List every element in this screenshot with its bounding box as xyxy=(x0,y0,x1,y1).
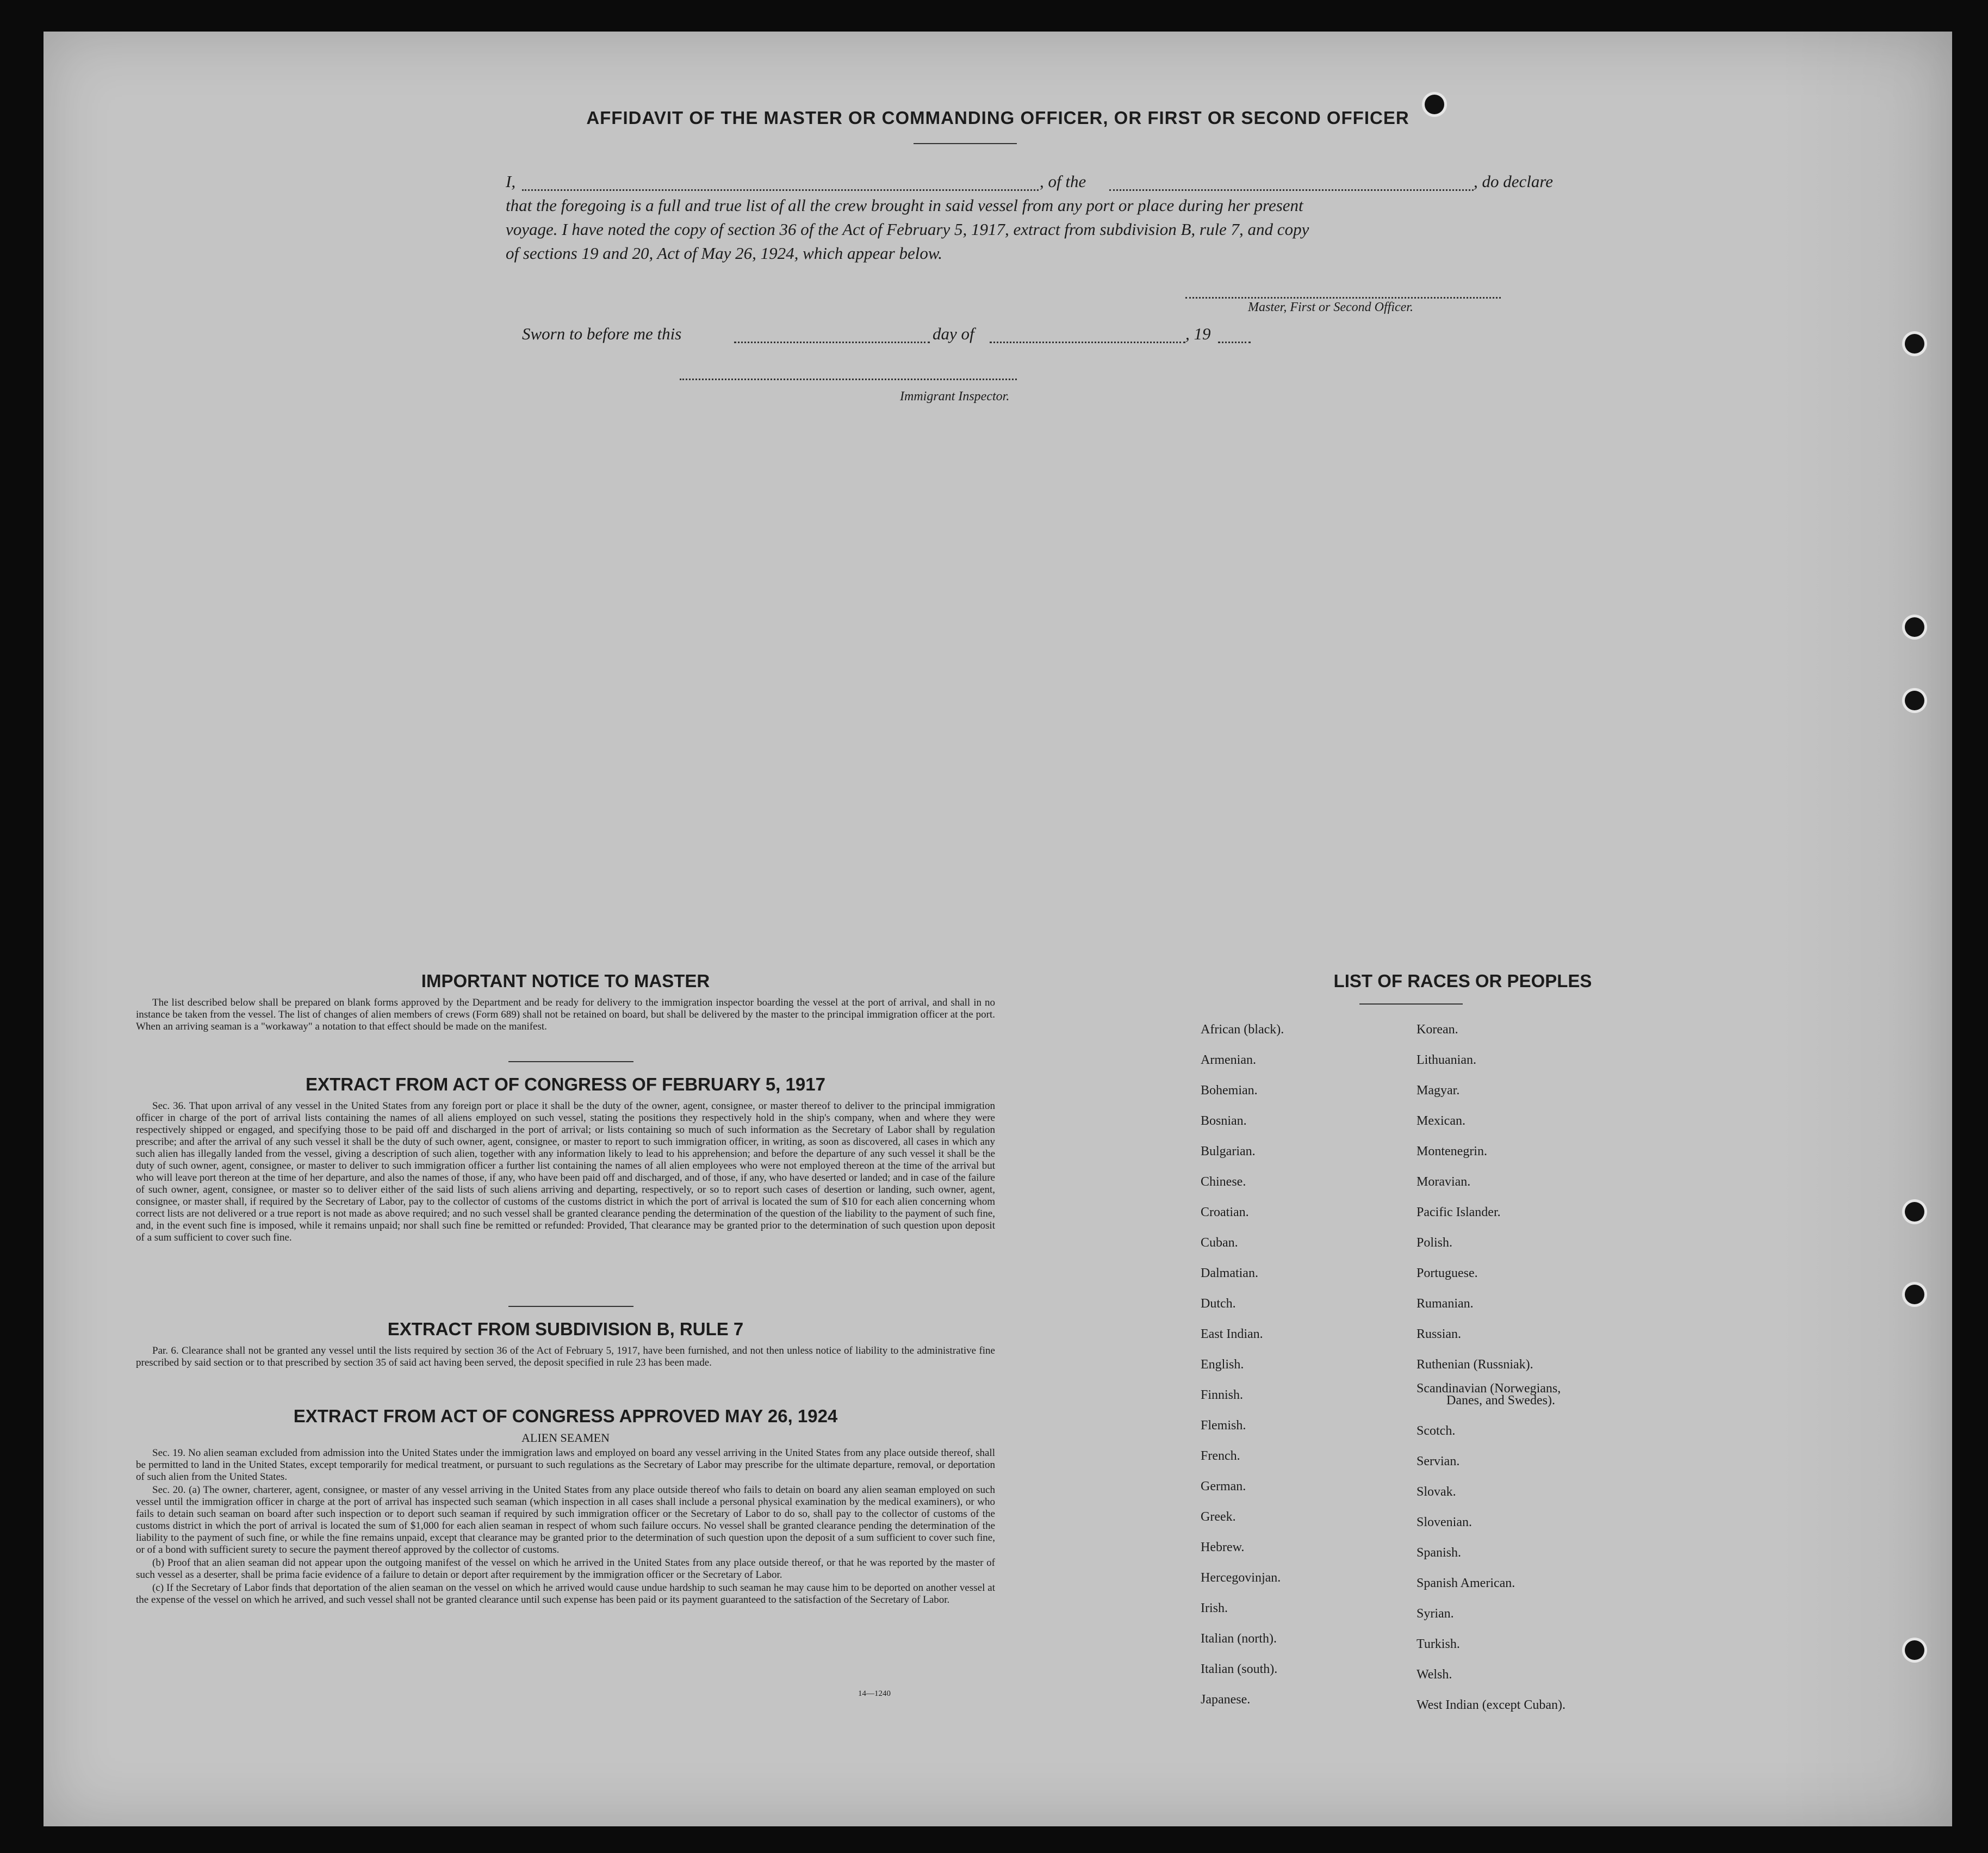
affidavit-title-rule xyxy=(914,143,1017,144)
race-item: Turkish. xyxy=(1417,1637,1460,1651)
race-item: Polish. xyxy=(1417,1236,1453,1250)
race-item: Lithuanian. xyxy=(1417,1053,1476,1067)
race-item: Korean. xyxy=(1417,1022,1458,1037)
extract-1924-body xyxy=(136,1447,995,1607)
race-item: Russian. xyxy=(1417,1327,1462,1341)
race-item: Dalmatian. xyxy=(1201,1266,1258,1280)
rule-7-paragraph: Par. 6. Clearance shall not be granted any vessel until the lists required by section 36 of the Act of February 5, 1917, have been furnished, and not then unless notice of liability to the administrative fine prescribed by said section or to that prescribed by section 35 of said act having been served, the deposit specified in rule 23 has been made. xyxy=(136,1345,995,1368)
affidavit-title: AFFIDAVIT OF THE MASTER OR COMMANDING OFFICER, OR FIRST OR SECOND OFFICER xyxy=(586,108,1409,128)
race-item: Slovak. xyxy=(1417,1485,1456,1499)
notice-body xyxy=(136,997,995,1034)
race-item: West Indian (except Cuban). xyxy=(1417,1698,1565,1712)
race-item: French. xyxy=(1201,1449,1240,1463)
signature-line-inspector xyxy=(680,379,1017,380)
section-divider xyxy=(508,1061,633,1062)
notice-title: IMPORTANT NOTICE TO MASTER xyxy=(421,971,710,991)
notice-paragraph: The list described below shall be prepared on blank forms approved by the Department and be ready for delivery to the immigration inspector boarding the vessel at the port of arrival, and shall in no instance be taken from the vessel. The list of changes of alien members of crews (Form 689) shall not be retained on board, but shall be delivered by the master to the principal immigration officer at the port. When an arriving seaman is a "workaway" a notation to that effect should be made on the manifest. xyxy=(136,997,995,1032)
bleed-through-shading xyxy=(1778,32,1952,1826)
races-title: LIST OF RACES OR PEOPLES xyxy=(1333,971,1592,991)
affidavit-line-do-declare: , do declare xyxy=(1474,172,1554,191)
race-item: Armenian. xyxy=(1201,1053,1256,1067)
race-item: Rumanian. xyxy=(1417,1297,1474,1311)
race-item: Bohemian. xyxy=(1201,1083,1258,1098)
race-item: Syrian. xyxy=(1417,1607,1454,1621)
master-caption: Master, First or Second Officer. xyxy=(1248,300,1413,314)
extract-1917-body xyxy=(136,1100,995,1245)
race-item: English. xyxy=(1201,1358,1244,1372)
race-item: Welsh. xyxy=(1417,1668,1452,1682)
race-item: Hebrew. xyxy=(1201,1540,1245,1554)
punch-hole xyxy=(1905,1202,1924,1222)
race-item: Scotch. xyxy=(1417,1424,1456,1438)
race-item: German. xyxy=(1201,1479,1246,1493)
punch-hole xyxy=(1905,691,1924,710)
affidavit-line-i: I, xyxy=(506,172,516,191)
race-item: East Indian. xyxy=(1201,1327,1263,1341)
rule-7-body xyxy=(136,1345,995,1370)
alien-seamen-subtitle: ALIEN SEAMEN xyxy=(521,1431,610,1445)
affidavit-line-2: that the foregoing is a full and true list of all the crew brought in said vessel from any port or place during her present xyxy=(506,196,1303,215)
race-item: Finnish. xyxy=(1201,1388,1244,1402)
section-divider xyxy=(508,1306,633,1307)
blank-master-name xyxy=(522,189,1039,191)
sworn-year: , 19 xyxy=(1185,324,1211,343)
blank-vessel-name xyxy=(1109,189,1474,191)
blank-sworn-year xyxy=(1218,342,1251,343)
race-item: Croatian. xyxy=(1201,1205,1249,1219)
section-20c-paragraph: (c) If the Secretary of Labor finds that deportation of the alien seaman on the vessel on which he arrived would cause undue hardship to such seaman he may cause him to be deported on another vessel at the expense of the vessel on which he arrived, and such vessel shall not be granted clearance until such expense has been paid or its payment guaranteed to the satisfaction of the Secretary of Labor. xyxy=(136,1582,995,1606)
race-item: Montenegrin. xyxy=(1417,1144,1487,1158)
race-item: Flemish. xyxy=(1201,1418,1246,1433)
extract-1917-title: EXTRACT FROM ACT OF CONGRESS OF FEBRUARY 5, 1917 xyxy=(306,1074,825,1094)
extract-1924-title: EXTRACT FROM ACT OF CONGRESS APPROVED MAY 26, 1924 xyxy=(293,1406,838,1426)
inspector-caption: Immigrant Inspector. xyxy=(900,389,1010,404)
affidavit-line-4: of sections 19 and 20, Act of May 26, 1924, which appear below. xyxy=(506,244,943,263)
document-page xyxy=(44,32,1952,1826)
race-item-continuation: Danes, and Swedes). xyxy=(1446,1393,1555,1408)
section-36-paragraph: Sec. 36. That upon arrival of any vessel in the United States from any foreign port or place it shall be the duty of the owner, agent, consignee, or master thereof to deliver to the principal immigration officer in charge of the port of arrival lists containing the names of all aliens employed on such vessel, stating the positions they respectively hold in the ship's company, when and where they were respectively shipped or engaged, and specifying those to be paid off and discharged in the port of arrival; or lists containing so much of such information as the Secretary of Labor shall by regulation prescribe; and after the arrival of any such vessel it shall be the duty of such owner, agent, consignee, or master to report to such immigration officer, in writing, as soon as discovered, all cases in which any such alien has illegally landed from the vessel, giving a description of such alien, together with any information likely to lead to his apprehension; and before the departure of any such vessel it shall be the duty of such owner, agent, consignee, or master to deliver to such immigration officer a further list containing the names of all alien employees who were not employed thereon at the time of the arrival but who will leave port thereon at the time of her departure, and also the names of those, if any, who have been paid off and discharged, and of those, if any, who have deserted or landed; and in case of the failure of such owner, agent, consignee, or master so to deliver either of the said lists of such aliens arriving and departing, respectively, or so to report such cases of desertion or landing, such owner, agent, consignee, or master shall, if required by the Secretary of Labor, pay to the collector of customs of the customs district in which the port of arrival is located the sum of $10 for each alien concerning whom correct lists are not delivered or a true report is not made as above required; and no such vessel shall be granted clearance pending the determination of the question of the liability to the payment of such fine, and, in the event such fine is imposed, while it remains unpaid; nor shall such fine be remitted or refunded: Provided, That clearance may be granted prior to the determination of such question upon deposit of a sum sufficient to cover such fine. xyxy=(136,1100,995,1243)
race-item: Chinese. xyxy=(1201,1175,1246,1189)
race-item: Cuban. xyxy=(1201,1236,1238,1250)
section-20b-paragraph: (b) Proof that an alien seaman did not appear upon the outgoing manifest of the vessel on which he arrived in the United States from any place outside thereof, or that he was reported by the master of such vessel as a deserter, shall be prima facie evidence of a failure to detain or deport after requirement by the immigration officer or the Secretary of Labor. xyxy=(136,1557,995,1581)
race-item: Italian (south). xyxy=(1201,1662,1278,1676)
section-19-paragraph: Sec. 19. No alien seaman excluded from admission into the United States under the immigration laws and employed on board any vessel arriving in the United States from any place outside thereof, shall be permitted to land in the United States, except temporarily for medical treatment, or pursuant to such regulations as the Secretary of Labor may prescribe for the ultimate departure, removal, or deportation of such alien from the United States. xyxy=(136,1447,995,1483)
race-item: African (black). xyxy=(1201,1022,1284,1037)
punch-hole xyxy=(1905,334,1924,354)
race-item: Ruthenian (Russniak). xyxy=(1417,1358,1533,1372)
race-item: Spanish. xyxy=(1417,1546,1462,1560)
race-item: Bulgarian. xyxy=(1201,1144,1256,1158)
race-item: Servian. xyxy=(1417,1454,1460,1468)
race-item: Moravian. xyxy=(1417,1175,1471,1189)
race-item: Scandinavian (Norwegians, xyxy=(1417,1381,1561,1396)
race-item: Pacific Islander. xyxy=(1417,1205,1501,1219)
signature-line-master xyxy=(1185,297,1501,299)
punch-hole xyxy=(1905,1285,1924,1304)
affidavit-line-of-the: , of the xyxy=(1040,172,1086,191)
sworn-prefix: Sworn to before me this xyxy=(522,324,682,343)
race-item: Greek. xyxy=(1201,1510,1236,1524)
section-20a-paragraph: Sec. 20. (a) The owner, charterer, agent, consignee, or master of any vessel arriving in the United States from any place outside thereof who fails to detain on board any alien seaman employed on such vessel until the immigration officer in charge at the port of arrival has inspected such seaman (which inspection in all cases shall include a personal physical examination by the medical examiners), or who fails to detain such seaman on board after such inspection or to deport such seaman if required by such immigration officer or the Secretary of Labor to do so, shall pay to the collector of customs of the customs district in which the port of arrival is located the sum of $1,000 for each alien seaman in respect of whom such failure occurs. No vessel shall be granted clearance pending the determination of the liability to the payment of such fine, or while the fine remains unpaid, except that clearance may be granted prior to the determination of such question upon the deposit of a sum sufficient to cover such fine, or of a bond with sufficient surety to secure the payment thereof approved by the collector of customs. xyxy=(136,1484,995,1555)
race-item: Italian (north). xyxy=(1201,1632,1277,1646)
race-item: Irish. xyxy=(1201,1601,1228,1615)
race-item: Japanese. xyxy=(1201,1693,1251,1707)
punch-hole xyxy=(1905,617,1924,637)
sworn-day: day of xyxy=(933,324,974,343)
race-item: Mexican. xyxy=(1417,1114,1465,1128)
race-item: Hercegovinjan. xyxy=(1201,1571,1281,1585)
race-item: Portuguese. xyxy=(1417,1266,1478,1280)
races-title-rule xyxy=(1359,1003,1463,1005)
race-item: Magyar. xyxy=(1417,1083,1460,1098)
race-item: Bosnian. xyxy=(1201,1114,1247,1128)
race-item: Spanish American. xyxy=(1417,1576,1515,1590)
race-item: Slovenian. xyxy=(1417,1515,1472,1529)
rule-7-title: EXTRACT FROM SUBDIVISION B, RULE 7 xyxy=(387,1319,744,1339)
form-number: 14—1240 xyxy=(858,1689,891,1698)
blank-sworn-day xyxy=(734,342,930,343)
blank-sworn-month xyxy=(990,342,1185,343)
affidavit-line-3: voyage. I have noted the copy of section 36 of the Act of February 5, 1917, extract from subdivision B, rule 7, and copy xyxy=(506,220,1309,239)
race-item: Dutch. xyxy=(1201,1297,1236,1311)
punch-hole xyxy=(1905,1640,1924,1660)
